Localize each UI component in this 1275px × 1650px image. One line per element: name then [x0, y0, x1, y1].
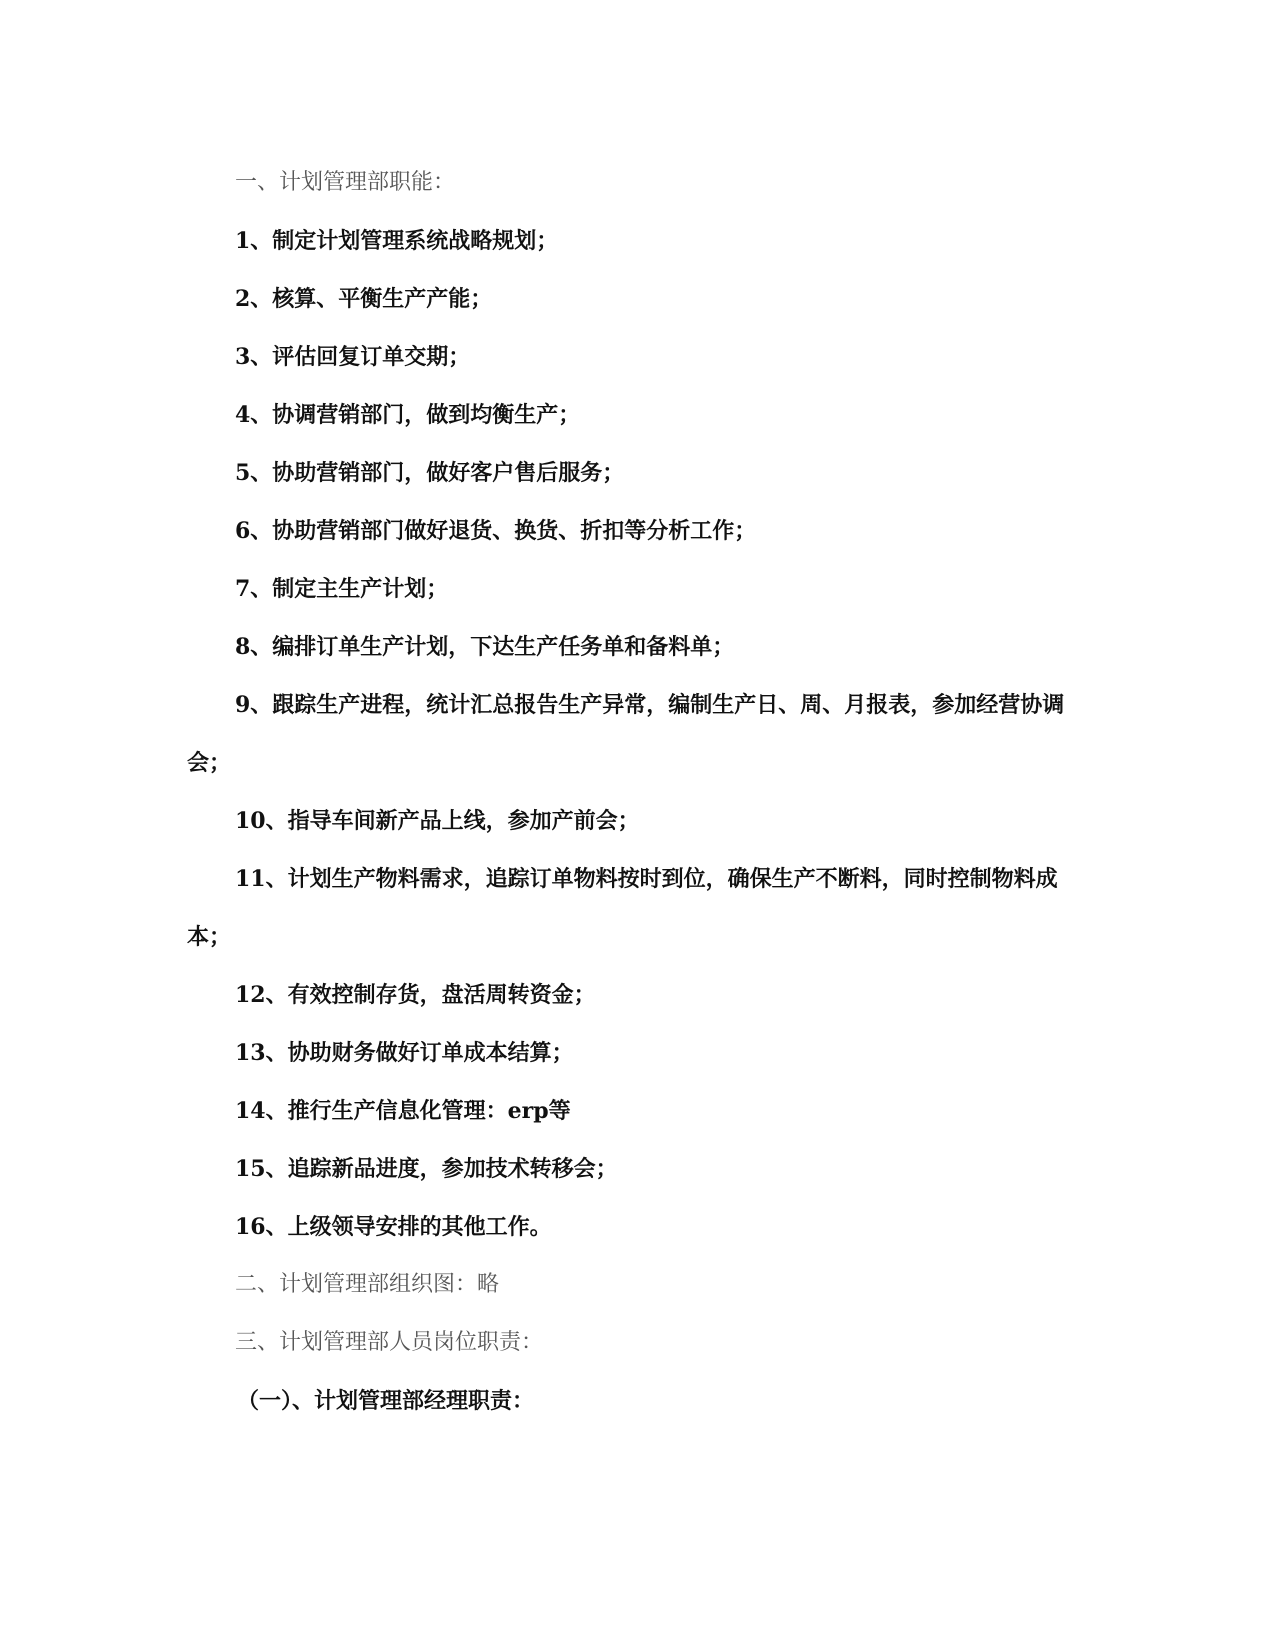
list-item: 13、协助财务做好订单成本结算； [235, 1040, 574, 1066]
list-item: 4、协调营销部门，做到均衡生产； [235, 402, 581, 428]
list-item: 12、有效控制存货，盘活周转资金； [235, 982, 596, 1008]
list-item: 10、指导车间新产品上线，参加产前会； [235, 808, 640, 834]
list-item: 8、编排订单生产计划，下达生产任务单和备料单； [235, 634, 735, 660]
section-heading-functions: 一、计划管理部职能： [235, 170, 456, 195]
list-item: 6、协助营销部门做好退货、换货、折扣等分析工作； [235, 518, 757, 544]
list-item: 11、计划生产物料需求，追踪订单物料按时到位，确保生产不断料，同时控制物料成本； [187, 866, 1058, 950]
list-item: 15、追踪新品进度，参加技术转移会； [235, 1156, 618, 1182]
list-item: 1、制定计划管理系统战略规划； [235, 228, 559, 254]
list-item: 16、上级领导安排的其他工作。 [235, 1214, 552, 1240]
section-heading-responsibilities: 三、计划管理部人员岗位职责： [235, 1330, 544, 1355]
section-heading-org-chart: 二、计划管理部组织图：略 [235, 1272, 500, 1297]
list-item: 5、协助营销部门，做好客户售后服务； [235, 460, 625, 486]
document-body [187, 168, 1077, 1444]
list-item: 14、推行生产信息化管理：erp等 [235, 1098, 571, 1124]
list-item: 9、跟踪生产进程，统计汇总报告生产异常，编制生产日、周、月报表，参加经营协调会； [187, 692, 1065, 776]
subsection-heading-manager: （一）、计划管理部经理职责： [237, 1388, 535, 1414]
list-item: 7、制定主生产计划； [235, 576, 449, 602]
list-item: 3、评估回复订单交期； [235, 344, 471, 370]
list-item: 2、核算、平衡生产产能； [235, 286, 493, 312]
